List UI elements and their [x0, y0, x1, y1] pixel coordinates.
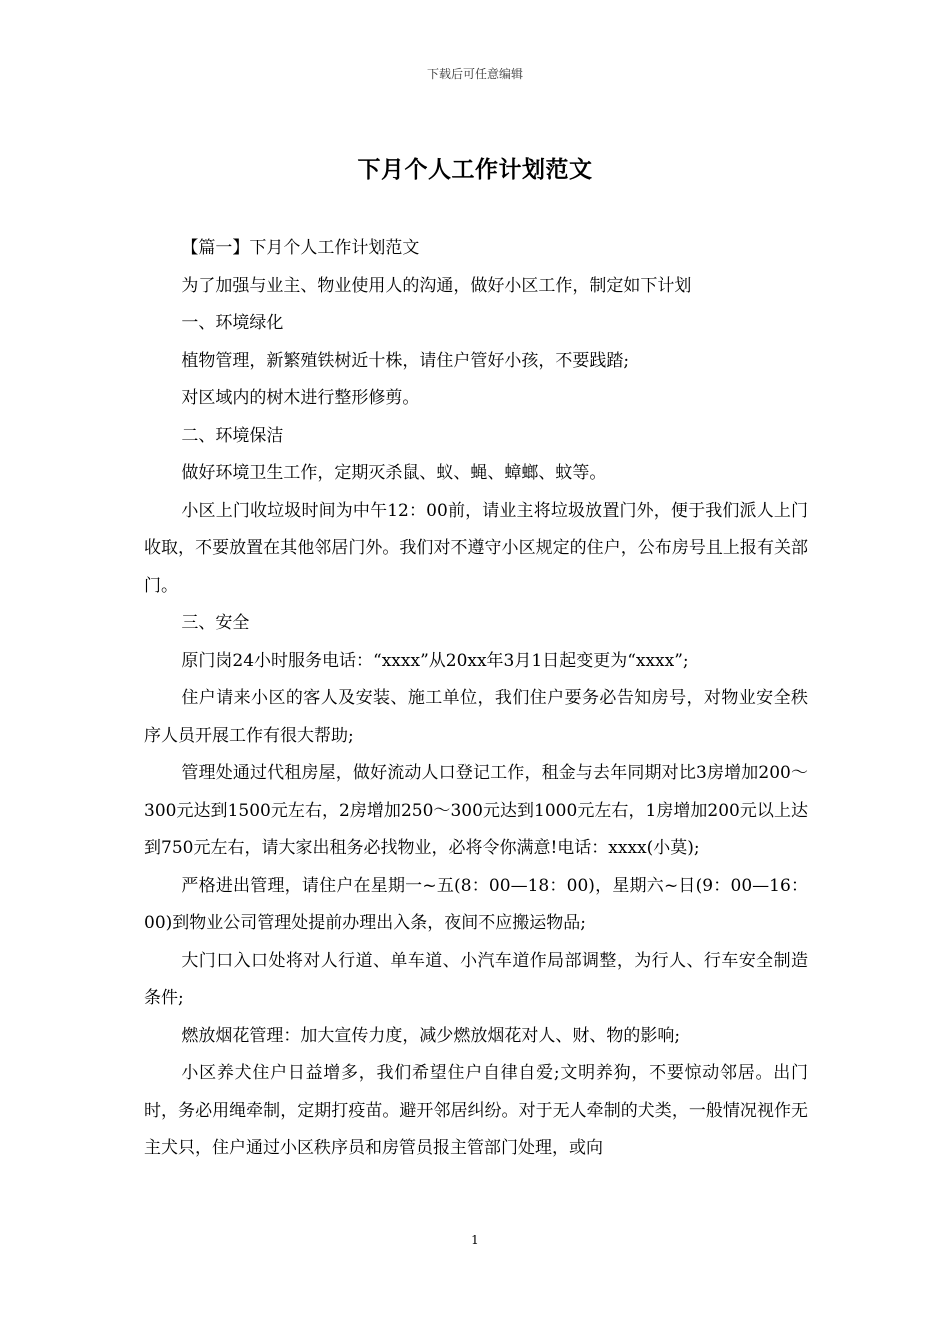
paragraph-heading-security: 三、安全	[181, 613, 250, 633]
paragraph-heading-cleaning: 二、环境保洁	[181, 425, 284, 446]
paragraph: 做好环境卫生工作，定期灭杀鼠、蚁、蝇、蟑螂、蚊等。	[181, 463, 607, 483]
paragraph: 大门口入口处将对人行道、单车道、小汽车道作局部调整，为行人、行车安全制造条件;	[144, 950, 808, 1008]
paragraph: 严格进出管理，请住户在星期一~五(8：00—18：00)，星期六~日(9：00—16：00)到物业公司管理处提前办理出入条，夜间不应搬运物品;	[144, 875, 808, 933]
paragraph: 原门岗24小时服务电话：“xxxx”从20xx年3月1日起变更为“xxxx”;	[181, 650, 689, 671]
paragraph: 小区养犬住户日益增多，我们希望住户自律自爱;文明养狗，不要惊动邻居。出门时，务必用绳牵制，定期打疫苗。避开邻居纠纷。对于无人牵制的犬类，一般情况视作无主犬只，住户通过小区秩序员和房管员报主管部门处理，或向	[144, 1063, 808, 1158]
paragraph: 小区上门收垃圾时间为中午12：00前，请业主将垃圾放置门外，便于我们派人上门收取，不要放置在其他邻居门外。我们对不遵守小区规定的住户，公布房号且上报有关部门。	[144, 500, 808, 596]
document-title: 下月个人工作计划范文	[357, 156, 593, 183]
paragraph: 植物管理，新繁殖铁树近十株，请住户管好小孩，不要践踏;	[181, 350, 630, 371]
paragraph: 管理处通过代租房屋，做好流动人口登记工作，租金与去年同期对比3房增加200～300元达到1500元左右，2房增加250～300元达到1000元左右，1房增加200元以上达到750元左右，请大家出租务必找物业，必将令你满意!电话：xxxx(小莫);	[144, 763, 808, 858]
header-note: 下载后可任意编辑	[426, 67, 523, 81]
paragraph: 对区域内的树木进行整形修剪。	[181, 388, 420, 408]
paragraph-section-heading: 【篇一】下月个人工作计划范文	[181, 238, 420, 258]
document-body	[144, 230, 808, 1168]
paragraph-heading-greening: 一、环境绿化	[181, 313, 284, 333]
page-number: 1	[471, 1233, 479, 1247]
paragraph-intro: 为了加强与业主、物业使用人的沟通，做好小区工作，制定如下计划	[181, 275, 692, 296]
paragraph: 住户请来小区的客人及安装、施工单位，我们住户要务必告知房号，对物业安全秩序人员开展工作有很大帮助;	[144, 688, 808, 746]
paragraph: 燃放烟花管理：加大宣传力度，减少燃放烟花对人、财、物的影响;	[181, 1025, 681, 1046]
